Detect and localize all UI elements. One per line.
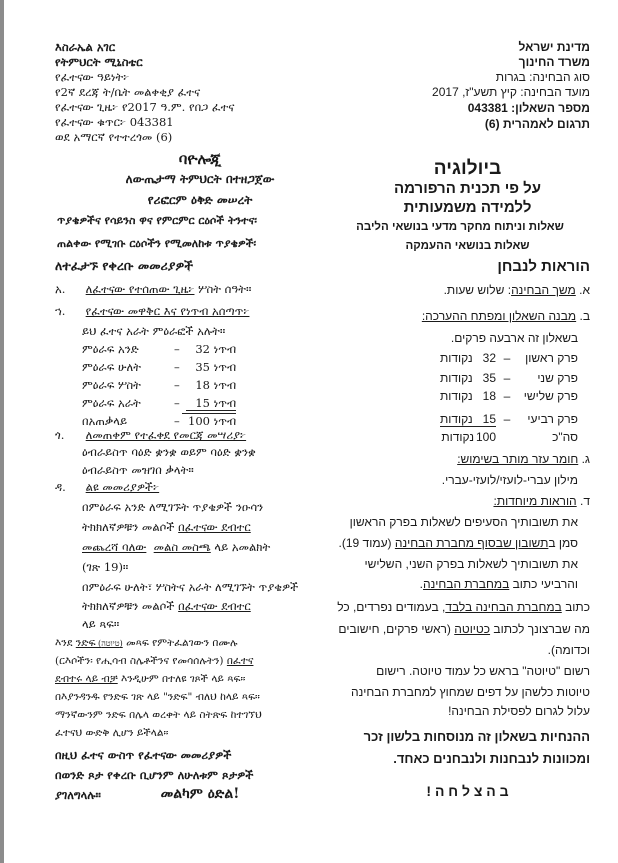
section-letter: ዳ. xyxy=(55,480,66,494)
score-row-total: በአጠቃላይ – 100 ነጥብ xyxy=(82,414,237,428)
section-letter: ኀ. xyxy=(55,304,66,318)
section-text: ዕብራይስጥ መዝገበ ቃላት። xyxy=(82,463,194,477)
header-line: סוג הבחינה: בגרות xyxy=(495,70,590,84)
section-label: ለመጠቀም የተፈቀደ የመርጃ መሣሪያ፦ xyxy=(85,428,247,442)
section-a xyxy=(55,282,251,297)
section-text: ዕብራይስጥ ባዕድ ቋንቋ ወይም ባዕድ ቋንቋ xyxy=(82,445,256,459)
section-text: מילון עברי-לועזי/לועזי-עברי. xyxy=(441,473,578,487)
section-d xyxy=(55,480,159,495)
header-line: የፈተናው ጊዜ፦ የ2017 ዓ.ም. የበጋ ፈተና xyxy=(55,100,235,114)
section-text: በምዕራፍ አንድ ለሚገኙት ጥያቄዎች ንዑሳን xyxy=(82,500,264,514)
window-left-border xyxy=(0,0,4,863)
amharic-instructions-heading: ለተፈታኙ የቀረቡ መመሪያዎች xyxy=(55,258,194,273)
score-row-total: סה"כ100נקודות xyxy=(441,430,578,444)
hebrew-instructions-heading: הוראות לנבחן xyxy=(497,258,590,275)
section-text: והרביעי כתוב במחברת הבחינה. xyxy=(419,577,578,591)
section-text: ላይ ጻፍ። xyxy=(82,617,120,631)
hebrew-title: ביולוגיה xyxy=(433,158,502,179)
score-row: ምዕራፍ አራት – 15 ነጥብ xyxy=(82,396,237,410)
section-text: את תשובותיך הסעיפים לשאלות בפרק הראשון xyxy=(349,515,578,529)
section-d: ד. הוראות מיוחדות: xyxy=(493,494,590,508)
good-luck: ב ה צ ל ח ה ! xyxy=(426,783,509,799)
section-text: ሦስት ሰዓት። xyxy=(198,282,252,296)
section-b: ב. מבנה השאלון ומפתח ההערכה: xyxy=(421,309,590,323)
section-intro: בשאלון זה ארבעה פרקים. xyxy=(450,331,578,345)
section-text: (ገጽ 19)። xyxy=(82,560,129,574)
section-c xyxy=(55,428,246,443)
section-letter: አ. xyxy=(55,282,66,296)
section-text: መጨረሻ ባለው መልስ መስጫ ላይ አመልክት xyxy=(82,540,271,554)
section-b xyxy=(55,304,249,319)
header-line: እስራኤል አገር xyxy=(55,40,116,54)
section-text: በምዕራፍ ሁለት፣ ሦስትና አራት ለሚገኙት ጥያቄዎች xyxy=(82,580,299,594)
section-letter: ጎ. xyxy=(55,428,65,442)
amharic-subtitle: የሪፎርም ዕቅድ መሠረት xyxy=(147,193,253,207)
header-line: תרגום לאמהרית (6) xyxy=(484,117,590,131)
section-text: ትክክለኛዎቹን መልሶች በፈተናው ደብተር xyxy=(82,599,251,613)
good-luck: መልካም ዕድል! xyxy=(160,786,240,802)
section-text: את תשובותיך לשאלות בפרק השני, השלישי xyxy=(364,557,578,571)
score-row: ምዕራፍ ሁለት – 35 ነጥብ xyxy=(82,360,237,374)
section-a: א. משך הבחינה: שלוש שעות. xyxy=(443,283,590,297)
header-line: מועד הבחינה: קיץ תשע"ז, 2017 xyxy=(432,85,590,99)
header-line: የ2ኛ ደረጃ ት/ቤት መልቀቂያ ፈተና xyxy=(55,85,201,99)
section-label: ለፈተናው የተሰጠው ጊዜ፦ xyxy=(85,282,195,296)
amharic-subtitle: ጠልቀው የሚገቡ ርዕሶችን የሚመለከቱ ጥያቄዎች፡ xyxy=(57,237,257,250)
amharic-subtitle: ጥያቄዎችና የሳይንስ ዋና የምርምር ርዕሶች ትንተና፡ xyxy=(57,214,258,227)
header-line: የትምህርት ሚኒስቴር xyxy=(55,55,143,69)
header-line: מספר השאלון: 043381 xyxy=(467,101,590,115)
score-row: פרק שני–35 נקודות xyxy=(439,371,578,385)
header-line: የፈተናው ዓይነት፦ xyxy=(55,70,130,84)
score-row: פרק ראשון–32 נקודות xyxy=(439,351,578,365)
section-c: ג. חומר עזר מותר בשימוש: xyxy=(457,452,590,466)
hebrew-subtitle: שאלות בנושאי ההעמקה xyxy=(405,240,530,252)
header-line: የፈተናው ቁጥር፦ 043381 xyxy=(55,115,174,129)
amharic-title: ባዮሎጂ xyxy=(178,150,222,168)
header-line: ወደ አማርኛ የተተረጎመ (6) xyxy=(55,130,173,144)
hebrew-subtitle: על פי תכנית הרפורמה xyxy=(393,180,542,197)
header-line: מדינת ישראל xyxy=(518,40,590,54)
section-intro: ይህ ፈተና አራት ምዕራፎች አሉት። xyxy=(82,324,226,338)
section-label: ልዩ መመሪያዎች፦ xyxy=(85,480,160,494)
hebrew-subtitle: ללמידה משמעותית xyxy=(403,199,532,216)
hebrew-subtitle: שאלות וניתוח מחקר מדעי בנושאי הליבה xyxy=(356,221,564,233)
header-line: משרד החינוך xyxy=(518,55,590,69)
score-row: פרק רביעי–15 נקודות xyxy=(439,412,578,426)
section-text: ትክክለኛዎቹን መልሶች በፈተናው ደብተር xyxy=(82,520,251,534)
amharic-subtitle: ለውጤታማ ትምህርት በተዘጋጀው xyxy=(125,172,275,186)
score-row: ምዕራፍ አንድ – 32 ነጥብ xyxy=(82,342,237,356)
section-text: סמן בתשובון שבסוף מחברת הבחינה (עמוד 19). xyxy=(338,536,578,550)
score-row: ምዕራፍ ሦስት – 18 ነጥብ xyxy=(82,378,237,392)
score-row: פרק שלישי–18 נקודות xyxy=(439,389,578,403)
section-label: የፈተናው መዋቅር እና የነጥብ አሰጣጥ፦ xyxy=(85,304,250,318)
